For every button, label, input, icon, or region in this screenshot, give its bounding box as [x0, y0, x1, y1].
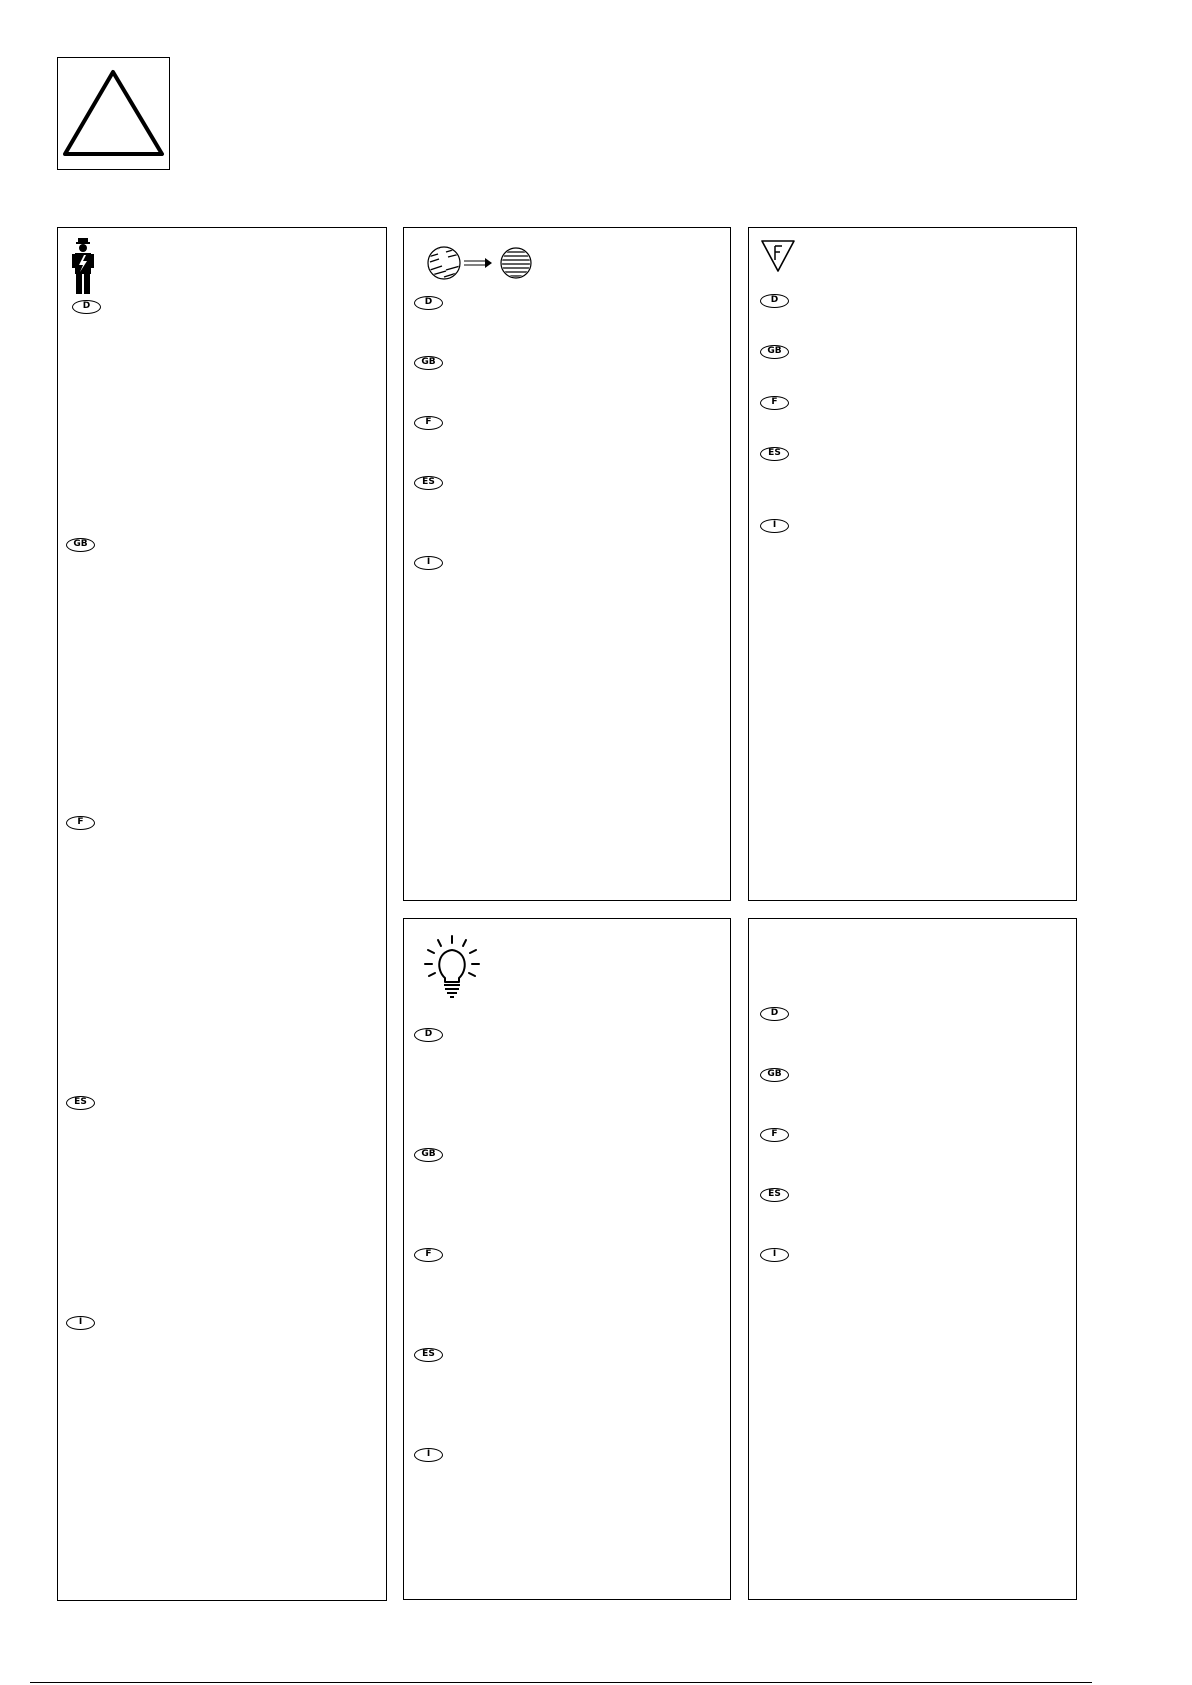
- lang-badge-d: D: [760, 294, 789, 308]
- warning-box: [57, 57, 170, 170]
- panel-tips: [403, 918, 731, 1600]
- lang-badge-f: F: [760, 396, 789, 410]
- lang-badge-f: F: [414, 1248, 443, 1262]
- lang-badge-i: I: [760, 1248, 789, 1262]
- electrician-icon: [70, 238, 96, 294]
- lang-badge-f: F: [414, 416, 443, 430]
- flammable-warning-icon: [760, 238, 796, 274]
- lang-badge-gb: GB: [66, 538, 95, 552]
- lang-badge-gb: GB: [760, 345, 789, 359]
- lang-badge-es: ES: [414, 476, 443, 490]
- panel-notes: [748, 918, 1077, 1600]
- lang-badge-i: I: [414, 556, 443, 570]
- lang-badge-d: D: [760, 1007, 789, 1021]
- lang-badge-gb: GB: [414, 356, 443, 370]
- lang-badge-f: F: [66, 816, 95, 830]
- lang-badge-es: ES: [760, 447, 789, 461]
- lang-badge-gb: GB: [414, 1148, 443, 1162]
- lang-badge-es: ES: [414, 1348, 443, 1362]
- light-bulb-icon: [420, 934, 484, 1002]
- panel-personnel: [57, 227, 387, 1601]
- panel-flammable: [748, 227, 1077, 901]
- lang-badge-i: I: [66, 1316, 95, 1330]
- warning-triangle-icon: [58, 58, 169, 169]
- page-bottom-rule: [30, 1682, 1092, 1683]
- lang-badge-f: F: [760, 1128, 789, 1142]
- lang-badge-es: ES: [760, 1188, 789, 1202]
- lang-badge-es: ES: [66, 1096, 95, 1110]
- lang-badge-gb: GB: [760, 1068, 789, 1082]
- lang-badge-i: I: [414, 1448, 443, 1462]
- lang-badge-d: D: [72, 300, 101, 314]
- lang-badge-i: I: [760, 519, 789, 533]
- lang-badge-d: D: [414, 296, 443, 310]
- recycling-arrow-icon: [426, 244, 536, 282]
- panel-disposal: [403, 227, 731, 901]
- lang-badge-d: D: [414, 1028, 443, 1042]
